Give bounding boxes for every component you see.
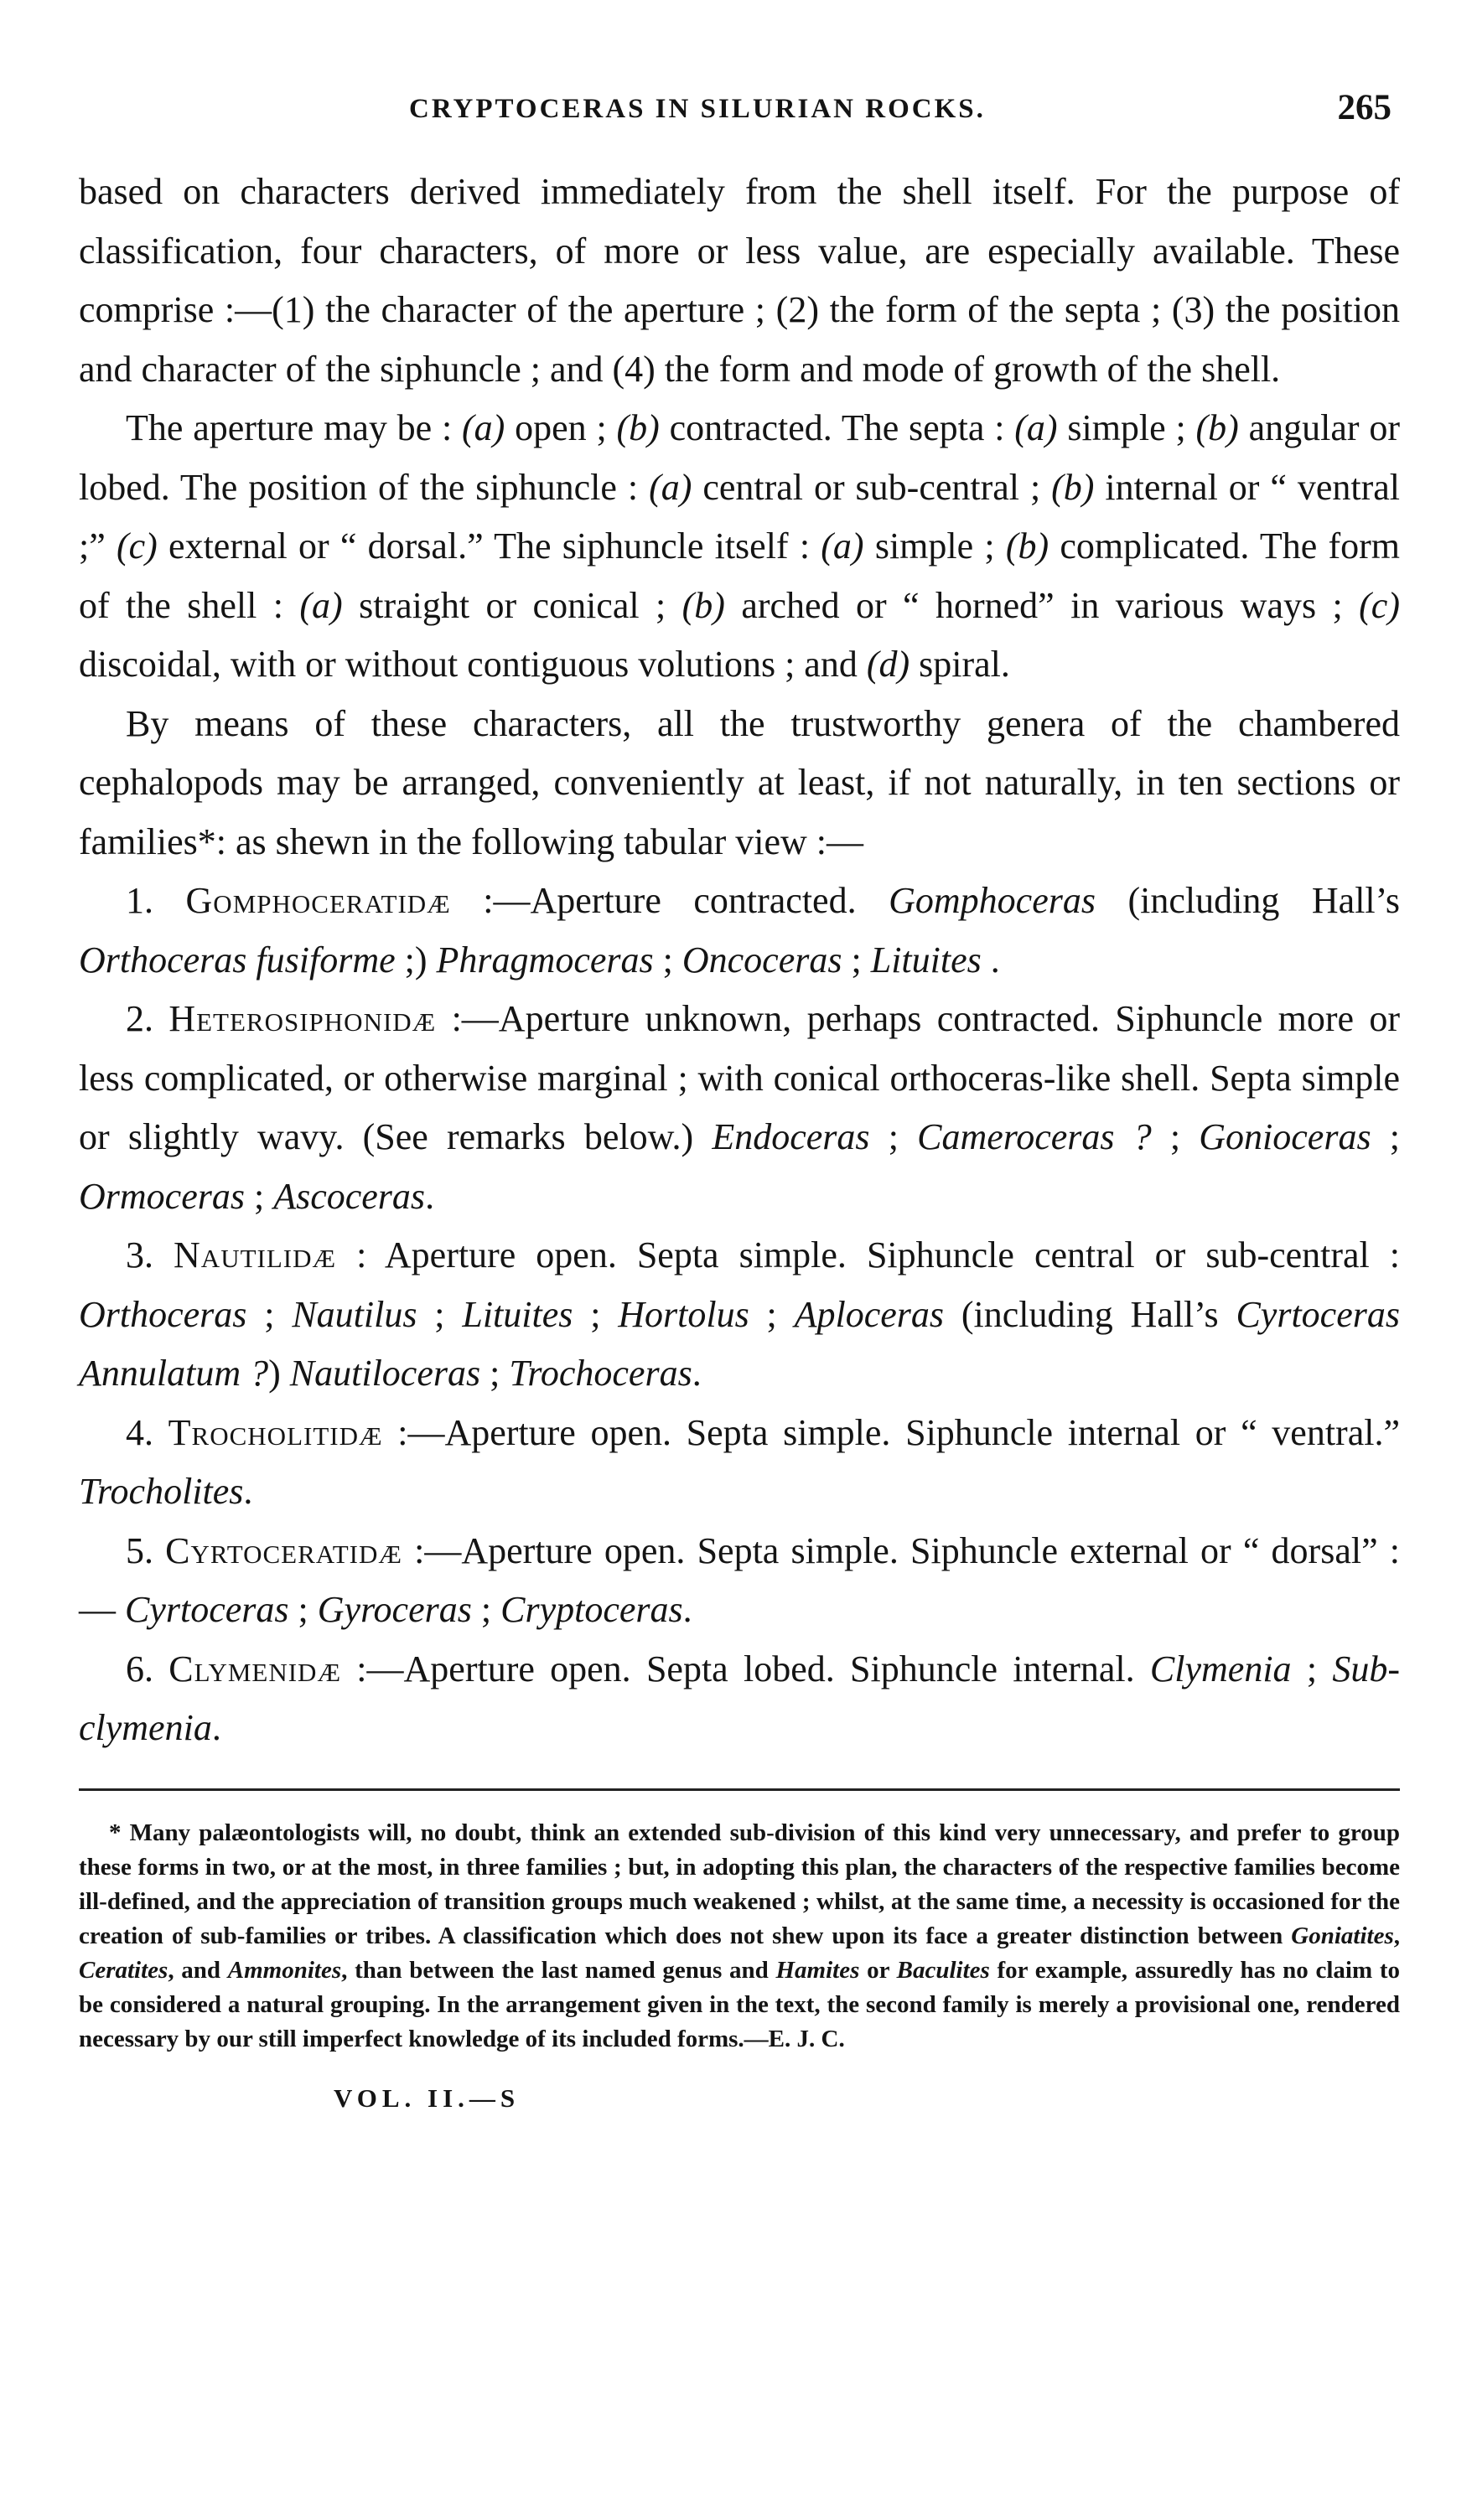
family-entry-3 xyxy=(79,1226,1400,1404)
text-run: central or sub-central ; xyxy=(692,466,1052,508)
text-run: ; xyxy=(653,939,682,981)
text-run: ; xyxy=(749,1293,795,1335)
genus-name: Orthoceras fusiforme xyxy=(79,939,396,981)
text-run: , xyxy=(1393,1922,1400,1949)
page-number: 265 xyxy=(1337,88,1391,127)
genus-name: Phragmoceras xyxy=(436,939,654,981)
genus-name: Lituites xyxy=(462,1293,573,1335)
text-run: complicated. The form of the shell : xyxy=(79,525,1401,626)
option-letter: (c) xyxy=(116,525,158,567)
text-run: ; xyxy=(244,1175,274,1217)
text-run: , than between the last named genus and xyxy=(341,1956,776,1984)
option-letter: (a) xyxy=(1014,407,1058,448)
family-name: Cyrtoceratidæ xyxy=(165,1529,402,1571)
family-number: 3. xyxy=(126,1234,153,1276)
genus-name: Endoceras xyxy=(712,1116,870,1157)
text-run: or xyxy=(859,1956,897,1984)
option-letter: (b) xyxy=(681,584,725,626)
text-run: ; xyxy=(1371,1116,1400,1157)
text-run: ; xyxy=(1291,1648,1333,1689)
text-run: ; xyxy=(480,1353,510,1394)
family-number: 1. xyxy=(126,880,153,921)
family-name: Gomphoceratidæ xyxy=(185,880,451,921)
family-description: Aperture open. Septa simple. Siphuncle central or sub-central : xyxy=(384,1234,1401,1276)
paragraph-arrangement xyxy=(79,695,1400,872)
genus-name: Gomphoceras xyxy=(889,880,1096,921)
text-run: for example, assuredly has no claim to be considered a natural grouping. In the arrangement given in the text, the second family is merely a provisional one, rendered necessary by our still imperfect knowledge of its included forms.—E. J. C. xyxy=(79,1956,1400,2052)
genus-name: Cryptoceras xyxy=(500,1589,683,1630)
family-name: Clymenidæ xyxy=(168,1648,342,1689)
running-head xyxy=(79,88,1400,153)
text-run: simple ; xyxy=(1057,407,1196,448)
separator: :— xyxy=(402,1529,462,1571)
genus-name: Aploceras xyxy=(794,1293,945,1335)
text-run: ; xyxy=(869,1116,918,1157)
option-letter: (a) xyxy=(821,525,864,567)
text-run: . xyxy=(211,1707,221,1748)
genus-name: Cyrtoceras Annulatum ? xyxy=(79,1293,1400,1394)
running-title: CRYPTOCERAS IN SILURIAN ROCKS. xyxy=(409,94,986,124)
option-letter: (b) xyxy=(1195,407,1239,448)
genus-name: Orthoceras xyxy=(79,1293,247,1335)
text-run: ; xyxy=(842,939,871,981)
body-text xyxy=(79,163,1400,1758)
option-letter: (a) xyxy=(649,466,692,508)
genus-name: Ceratites xyxy=(79,1956,168,1984)
text-run: ) xyxy=(268,1353,290,1394)
text-run: angular or lobed. The position of the siphuncle : xyxy=(79,407,1401,508)
option-letter: (c) xyxy=(1359,584,1400,626)
text-run: arched or “ horned” in various ways ; xyxy=(724,584,1360,626)
text-run: ; xyxy=(288,1589,318,1630)
text-run: simple ; xyxy=(863,525,1006,567)
separator: :— xyxy=(382,1411,445,1453)
option-letter: (a) xyxy=(299,584,343,626)
genus-name: Hortolus xyxy=(618,1293,749,1335)
text-run: . xyxy=(243,1471,253,1512)
genus-name: Hamites xyxy=(775,1956,860,1984)
text-run: ; xyxy=(246,1293,293,1335)
text-run: (including Hall’s xyxy=(1095,880,1400,921)
text-run: discoidal, with or without contiguous volutions ; and xyxy=(79,644,867,685)
genus-name: Trocholites xyxy=(79,1471,244,1512)
genus-name: Ascoceras xyxy=(273,1175,426,1217)
text-run: (including Hall’s xyxy=(944,1293,1236,1335)
family-entry-2 xyxy=(79,990,1400,1226)
text-run: ; xyxy=(1151,1116,1200,1157)
text-run: ; xyxy=(573,1293,619,1335)
family-number: 6. xyxy=(126,1648,153,1689)
family-description: Aperture contracted. xyxy=(530,880,889,921)
genus-name: Nautilus xyxy=(292,1293,417,1335)
genus-name: Baculites xyxy=(896,1956,990,1984)
family-description: Aperture unknown, perhaps contracted. Siphuncle more or less complicated, or otherwise marginal ; with conical orthoceras-like shell. Septa simple or slightly wavy. (See remarks below.) xyxy=(79,998,1401,1157)
footnote-divider xyxy=(79,1788,1400,1791)
text-run: , and xyxy=(168,1956,228,1984)
text-run: ; xyxy=(417,1293,463,1335)
family-entry-4 xyxy=(79,1404,1400,1522)
family-description: Aperture open. Septa lobed. Siphuncle internal. xyxy=(403,1648,1150,1689)
genus-name: Gonioceras xyxy=(1199,1116,1371,1157)
genus-name: Nautiloceras xyxy=(289,1353,481,1394)
genus-name: Goniatites xyxy=(1291,1922,1394,1949)
separator: :— xyxy=(341,1648,404,1689)
text-run: internal or “ ventral ;” xyxy=(79,466,1400,567)
footnote xyxy=(79,1816,1400,2057)
option-letter: (b) xyxy=(616,407,660,448)
separator: :— xyxy=(436,998,499,1039)
text-run: ; xyxy=(471,1589,501,1630)
family-entry-6 xyxy=(79,1640,1400,1758)
text-run: contracted. The septa : xyxy=(659,407,1015,448)
text-run: . xyxy=(425,1175,435,1217)
text-run: external or “ dorsal.” The siphuncle itself : xyxy=(157,525,821,567)
separator: : xyxy=(336,1234,385,1276)
family-description: Aperture open. Septa simple. Siphuncle external or “ dorsal” :— xyxy=(79,1529,1400,1630)
genus-name: Cameroceras ? xyxy=(917,1116,1152,1157)
genus-name: Gyroceras xyxy=(317,1589,472,1630)
family-entry-5 xyxy=(79,1522,1400,1640)
text-run: straight or conical ; xyxy=(342,584,682,626)
genus-name: Lituites xyxy=(870,939,982,981)
genus-name: Ammonites xyxy=(227,1956,342,1984)
text-run: open ; xyxy=(505,407,617,448)
genus-name: Ormoceras xyxy=(79,1175,245,1217)
option-letter: (d) xyxy=(866,644,910,685)
text-run: . xyxy=(692,1353,702,1394)
text-run: spiral. xyxy=(910,644,1010,685)
text-run: . xyxy=(981,939,1000,981)
option-letter: (b) xyxy=(1005,525,1049,567)
genus-name: Clymenia xyxy=(1149,1648,1292,1689)
family-name: Nautilidæ xyxy=(174,1234,337,1276)
option-letter: (a) xyxy=(462,407,505,448)
text-run: : as shewn in the following tabular view :— xyxy=(215,820,864,862)
family-number: 4. xyxy=(126,1411,153,1453)
text-run: . xyxy=(682,1589,692,1630)
family-entry-1 xyxy=(79,872,1400,990)
family-name: Trocholitidæ xyxy=(168,1411,383,1453)
text-run: * Many palæontologists will, no doubt, think an extended sub-division of this kind very unnecessary, and prefer to group these forms in two, or at the most, in three families ; but, in adopting this plan, the characters of the respective families become ill-defined, and the appreciation of transition groups much weakened ; whilst, at the same time, a necessity is occasioned for the creation of sub-families or tribes. A classification which does not shew upon its face a greater distinction between xyxy=(79,1819,1400,1949)
paragraph-character-options xyxy=(79,399,1400,695)
footnote-marker[interactable]: * xyxy=(197,820,216,862)
text-run: ;) xyxy=(395,939,437,981)
family-number: 2. xyxy=(126,998,153,1039)
text-run: The aperture may be : xyxy=(126,407,463,448)
paragraph-characters: based on characters derived immediately from the shell itself. For the purpose of classification, four characters, of more or less value, are especially available. These comprise :—(1) the character of the aperture ; (2) the form of the septa ; (3) the position and character of the siphuncle ; and (4) the form and mode of growth of the shell. xyxy=(79,171,1400,390)
book-page xyxy=(79,88,1401,2114)
separator: :— xyxy=(450,880,531,921)
genus-name: Sub-clymenia xyxy=(79,1648,1400,1748)
option-letter: (b) xyxy=(1051,466,1095,508)
genus-name: Trochoceras xyxy=(509,1353,692,1394)
genus-name: Cyrtoceras xyxy=(125,1589,289,1630)
signature-mark: VOL. II.—S xyxy=(334,2083,521,2113)
text-run: By means of these characters, all the trustworthy genera of the chambered cephalopods may be arranged, conveniently at least, if not naturally, in ten sections or families xyxy=(79,702,1400,862)
family-number: 5. xyxy=(126,1529,153,1571)
family-description: Aperture open. Septa simple. Siphuncle internal or “ ventral.” xyxy=(444,1411,1400,1453)
family-name: Heterosiphonidæ xyxy=(168,998,437,1039)
genus-name: Oncoceras xyxy=(681,939,842,981)
